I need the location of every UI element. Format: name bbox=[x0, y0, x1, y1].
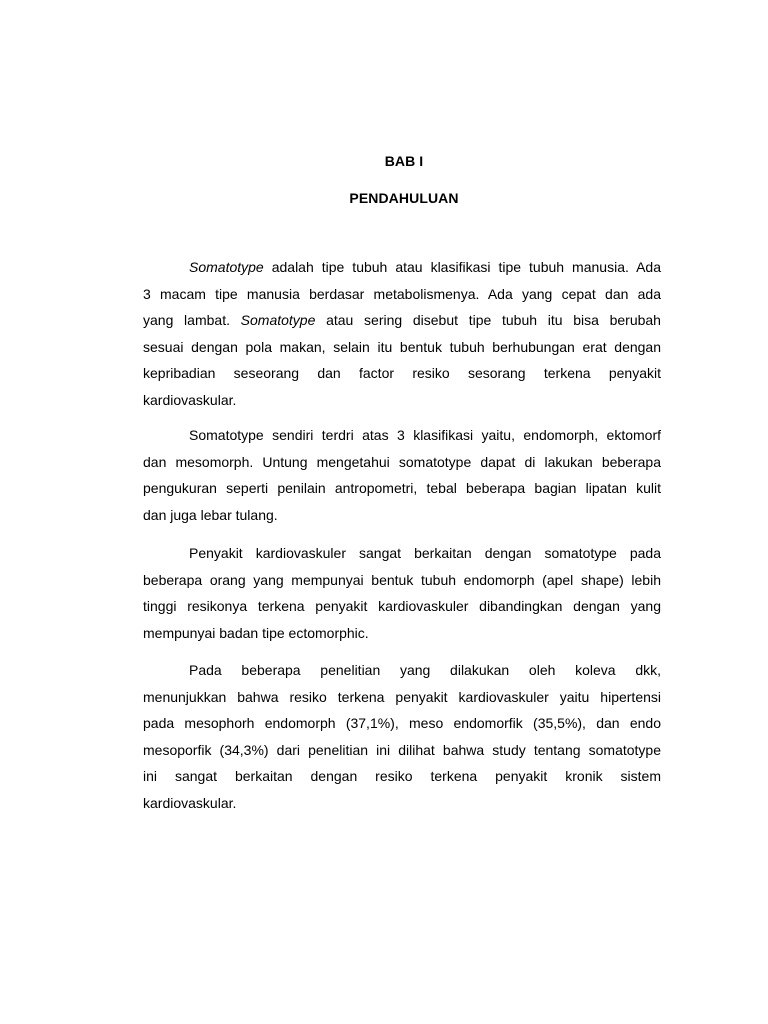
text-run: menunjukkan bahwa resiko terkena penyakit kardiovaskuler yaitu hipertensi bbox=[143, 688, 661, 705]
text-run: dan juga lebar tulang. bbox=[143, 506, 278, 523]
text-run: Penyakit kardiovaskuler sangat berkaitan dengan somatotype pada bbox=[189, 545, 661, 561]
paragraph-line bbox=[143, 387, 661, 414]
paragraph-line bbox=[143, 684, 661, 711]
paragraph-line bbox=[143, 281, 661, 308]
paragraph-line bbox=[143, 475, 661, 502]
paragraph-line bbox=[143, 737, 661, 764]
italic-term: Somatotype bbox=[240, 312, 316, 328]
paragraph-line bbox=[143, 657, 661, 684]
paragraph-line bbox=[143, 449, 661, 476]
paragraph-line bbox=[143, 710, 661, 737]
text-run: 3 macam tipe manusia berdasar metabolismenya. Ada yang cepat dan ada bbox=[143, 285, 661, 302]
text-run: sesuai dengan pola makan, selain itu bentuk tubuh berhubungan erat dengan bbox=[143, 338, 661, 355]
paragraph-line bbox=[143, 763, 661, 790]
paragraph bbox=[143, 422, 661, 528]
paragraph-line bbox=[143, 334, 661, 361]
chapter-heading: BAB I bbox=[384, 153, 424, 169]
text-run: Somatotype sendiri terdri atas 3 klasifikasi yaitu, endomorph, ektomorf bbox=[189, 427, 661, 443]
paragraph-line bbox=[143, 360, 661, 387]
text-run: adalah tipe tubuh atau klasifikasi tipe tubuh manusia. Ada bbox=[263, 259, 661, 275]
paragraph bbox=[143, 254, 661, 413]
text-run: kepribadian seseorang dan factor resiko sesorang terkena penyakit bbox=[143, 365, 661, 381]
paragraph-line bbox=[143, 502, 661, 529]
paragraph bbox=[143, 657, 661, 816]
text-run: pengukuran seperti penilain antropometri, tebal beberapa bagian lipatan kulit bbox=[143, 480, 661, 496]
paragraph-line bbox=[143, 254, 661, 281]
paragraph-line bbox=[143, 620, 661, 647]
text-run: tinggi resikonya terkena penyakit kardiovaskuler dibandingkan dengan yang bbox=[143, 598, 661, 614]
paragraph-line bbox=[143, 540, 661, 567]
text-run: beberapa orang yang mempunyai bentuk tubuh endomorph (apel shape) lebih bbox=[143, 571, 661, 588]
paragraph bbox=[143, 540, 661, 646]
paragraph-line bbox=[143, 567, 661, 594]
paragraph-line bbox=[143, 422, 661, 449]
text-run: pada mesophorh endomorph (37,1%), meso endomorfik (35,5%), dan endo bbox=[143, 715, 661, 731]
text-run: mesoporfik (34,3%) dari penelitian ini dilihat bahwa study tentang somatotype bbox=[143, 741, 661, 758]
text-run: Pada beberapa penelitian yang dilakukan oleh koleva dkk, bbox=[189, 662, 661, 678]
text-run: ini sangat berkaitan dengan resiko terkena penyakit kronik sistem bbox=[143, 768, 661, 784]
text-run: yang lambat. bbox=[143, 312, 241, 328]
paragraph-line bbox=[143, 307, 661, 334]
paragraph-line bbox=[143, 593, 661, 620]
text-run: kardiovaskular. bbox=[143, 794, 237, 811]
text-run: atau sering disebut tipe tubuh itu bisa berubah bbox=[315, 312, 661, 328]
italic-term: Somatotype bbox=[189, 259, 264, 275]
text-run: dan mesomorph. Untung mengetahui somatotype dapat di lakukan beberapa bbox=[143, 453, 661, 470]
paragraph-line bbox=[143, 790, 661, 817]
text-run: kardiovaskular. bbox=[143, 391, 237, 408]
chapter-title: PENDAHULUAN bbox=[349, 190, 459, 206]
text-run: mempunyai badan tipe ectomorphic. bbox=[143, 624, 369, 641]
